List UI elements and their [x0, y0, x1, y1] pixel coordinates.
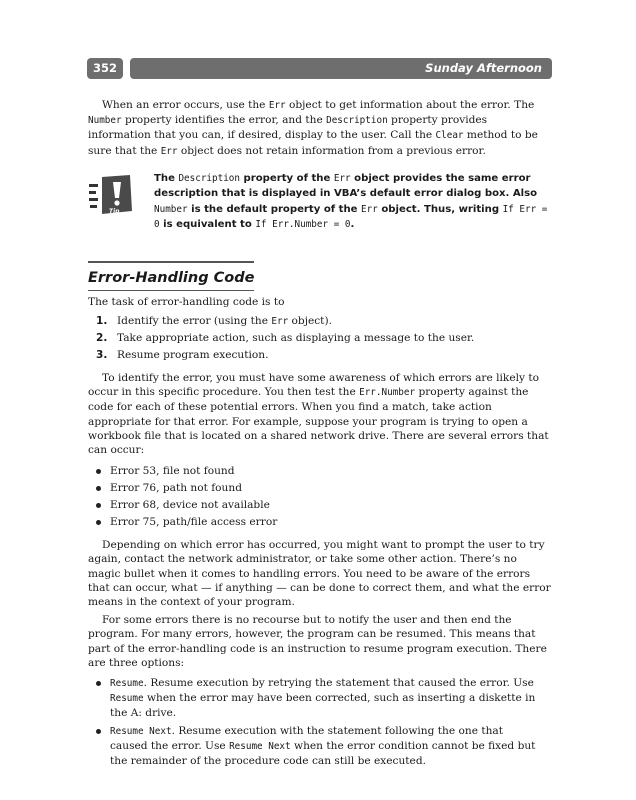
bullet-icon [96, 520, 101, 525]
error-text: Error 53, file not found [110, 465, 235, 478]
inline-code: Number [154, 203, 188, 215]
page-number: 352 [87, 58, 123, 79]
resume-paragraph: For some errors there is no recourse but to notify the user and then end the program. For many errors, however, the program can be resumed. This means that part of the error-handling code is an instruction to resume program execution. There are three options: [88, 614, 547, 669]
steps-list [88, 313, 552, 364]
error-text: Error 68, device not available [110, 499, 270, 512]
tip-text: The Description property of the Err object provides the same error description that is displayed in VBA’s default error dialog box. Also Number is the default property of the Err object. Thus, writing If Err = 0 is equivalent to If Err.Number = 0. [154, 172, 548, 231]
bullet-icon [96, 729, 101, 734]
intro-paragraph: When an error occurs, use the Err object to get information about the error. The Number property identifies the error, and the Description property provides information that you can, if desired, display to the user. Call the Clear method to be sure that the Err object does not retain information from a previous error. [88, 99, 538, 157]
running-title: Sunday Afternoon [130, 58, 552, 79]
tip-box [88, 171, 552, 247]
inline-code: Err [268, 100, 286, 111]
list-item [88, 463, 552, 480]
inline-code: Err [160, 145, 178, 157]
inline-code: Clear [435, 130, 464, 142]
step-number: 1. [96, 315, 108, 328]
option-text: Resume Next. Resume execution with the statement following the one that caused the error. Use Resume Next when the error condition cannot be fixed but the remainder of the procedure code can still be executed. [110, 724, 536, 768]
step-text: Identify the error (using the Err object). [117, 315, 332, 328]
identify-paragraph: To identify the error, you must have some awareness of which errors are likely to occur in this specific procedure. You then test the Err.Number property against the code for each of these potential errors. When you find a match, take action appropriate for that error. For example, suppose your program is trying to open a workbook file that is located on a shared network drive. There are several errors that can occur: [88, 372, 549, 457]
inline-code: Err [361, 203, 378, 215]
inline-code: Resume [110, 678, 144, 690]
section-lead: The task of error-handling code is to [88, 295, 285, 308]
list-item [88, 676, 552, 721]
list-item [88, 497, 552, 514]
resume-options-list [88, 676, 552, 768]
bullet-icon [96, 469, 101, 474]
inline-code: Description [178, 172, 241, 184]
list-item [88, 514, 552, 531]
list-item [88, 724, 552, 769]
list-item [88, 330, 552, 347]
step-text: Take appropriate action, such as displaying a message to the user. [117, 332, 475, 345]
bullet-icon [96, 486, 101, 491]
tip-icon-label: Tip [109, 207, 120, 215]
inline-code: Resume Next [110, 725, 172, 737]
inline-code: Resume [110, 693, 144, 705]
bullet-icon [96, 681, 101, 686]
bullet-icon [96, 503, 101, 508]
step-number: 2. [96, 332, 108, 345]
inline-code: Description [326, 115, 388, 127]
inline-code: Number [88, 115, 122, 127]
running-header [87, 58, 552, 79]
inline-code: If Err = 0 [154, 203, 548, 231]
error-list [88, 463, 552, 531]
inline-code: Err [333, 172, 351, 184]
error-text: Error 75, path/file access error [110, 516, 278, 529]
inline-code: If Err.Number = 0 [255, 219, 351, 231]
list-item [88, 347, 552, 364]
list-item [88, 480, 552, 497]
inline-code: Err [271, 316, 289, 328]
option-text: Resume. Resume execution by retrying the statement that caused the error. Use Resume when the error may have been corrected, such as inserting a diskette in the A: drive. [110, 677, 536, 720]
page-body [88, 98, 552, 771]
tip-icon [88, 173, 136, 219]
inline-code: Resume Next [229, 740, 291, 752]
section-heading: Error-Handling Code [88, 261, 254, 291]
list-item [88, 313, 552, 330]
step-number: 3. [96, 349, 108, 362]
inline-code: Err.Number [359, 387, 416, 399]
step-text: Resume program execution. [117, 349, 269, 362]
error-text: Error 76, path not found [110, 482, 242, 495]
depending-paragraph: Depending on which error has occurred, you might want to prompt the user to try again, contact the network administrator, or take some other action. There’s no magic bullet when it comes to handling errors. You need to be aware of the errors that can occur, what — if anything — can be done to correct them, and what the error means in the context of your program. [88, 539, 551, 609]
